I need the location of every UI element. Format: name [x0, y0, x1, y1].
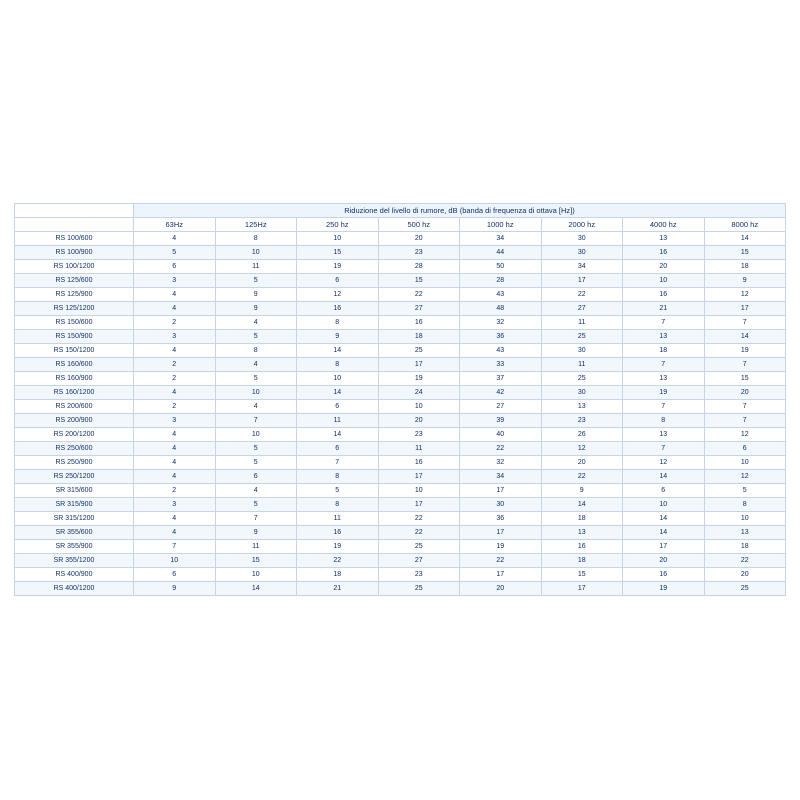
table-cell: 11 [541, 358, 623, 372]
table-column-header-row [15, 218, 786, 232]
row-label: RS 125/1200 [15, 302, 134, 316]
table-cell: 18 [704, 260, 786, 274]
table-row [15, 260, 786, 274]
row-label: RS 100/900 [15, 246, 134, 260]
table-cell: 10 [215, 386, 297, 400]
table-cell: 27 [378, 554, 460, 568]
table-cell: 9 [297, 330, 379, 344]
table-cell: 2 [134, 316, 216, 330]
table-cell: 42 [460, 386, 542, 400]
table-row [15, 554, 786, 568]
table-cell: 32 [460, 456, 542, 470]
table-cell: 6 [215, 470, 297, 484]
table-cell: 10 [704, 456, 786, 470]
table-cell: 30 [460, 498, 542, 512]
table-cell: 23 [378, 568, 460, 582]
table-cell: 4 [215, 484, 297, 498]
row-label: SR 355/600 [15, 526, 134, 540]
table-row [15, 568, 786, 582]
table-cell: 27 [541, 302, 623, 316]
table-cell: 18 [704, 540, 786, 554]
table-cell: 10 [297, 232, 379, 246]
table-row [15, 512, 786, 526]
row-label: RS 160/900 [15, 372, 134, 386]
table-cell: 4 [134, 232, 216, 246]
table-row [15, 456, 786, 470]
column-header-250hz: 250 hz [297, 218, 379, 232]
table-cell: 20 [378, 232, 460, 246]
table-cell: 7 [297, 456, 379, 470]
table-cell: 8 [215, 232, 297, 246]
table-cell: 7 [704, 316, 786, 330]
table-cell: 7 [704, 414, 786, 428]
table-row [15, 414, 786, 428]
table-cell: 5 [215, 274, 297, 288]
table-cell: 10 [378, 400, 460, 414]
table-cell: 5 [215, 456, 297, 470]
table-cell: 14 [297, 344, 379, 358]
table-cell: 15 [541, 568, 623, 582]
row-label: RS 200/1200 [15, 428, 134, 442]
table-cell: 6 [297, 400, 379, 414]
row-label: RS 100/600 [15, 232, 134, 246]
table-cell: 2 [134, 358, 216, 372]
table-cell: 4 [134, 386, 216, 400]
table-cell: 5 [704, 484, 786, 498]
table-cell: 10 [623, 498, 705, 512]
table-cell: 19 [623, 582, 705, 596]
table-cell: 10 [134, 554, 216, 568]
table-cell: 7 [623, 358, 705, 372]
table-cell: 8 [623, 414, 705, 428]
table-cell: 13 [541, 400, 623, 414]
table-cell: 11 [215, 540, 297, 554]
table-cell: 9 [215, 288, 297, 302]
table-cell: 19 [704, 344, 786, 358]
row-label: RS 125/900 [15, 288, 134, 302]
table-cell: 15 [297, 246, 379, 260]
table-cell: 30 [541, 232, 623, 246]
table-cell: 9 [134, 582, 216, 596]
table-cell: 22 [541, 470, 623, 484]
table-cell: 16 [378, 456, 460, 470]
table-cell: 14 [297, 428, 379, 442]
table-cell: 21 [297, 582, 379, 596]
table-cell: 19 [378, 372, 460, 386]
table-cell: 22 [460, 554, 542, 568]
table-cell: 30 [541, 246, 623, 260]
table-cell: 13 [623, 330, 705, 344]
table-cell: 19 [460, 540, 542, 554]
table-cell: 20 [623, 554, 705, 568]
table-row [15, 302, 786, 316]
table-cell: 7 [623, 400, 705, 414]
table-cell: 15 [378, 274, 460, 288]
table-cell: 5 [297, 484, 379, 498]
table-cell: 23 [378, 428, 460, 442]
table-cell: 22 [704, 554, 786, 568]
column-header-2000hz: 2000 hz [541, 218, 623, 232]
table-title: Riduzione del livello di rumore, dB (banda di frequenza di ottava [Hz]) [134, 204, 786, 218]
table-cell: 11 [297, 414, 379, 428]
table-cell: 30 [541, 344, 623, 358]
table-cell: 7 [215, 414, 297, 428]
table-cell: 16 [623, 246, 705, 260]
table-row [15, 484, 786, 498]
table-cell: 8 [215, 344, 297, 358]
table-cell: 17 [623, 540, 705, 554]
table-title-row [15, 204, 786, 218]
table-cell: 39 [460, 414, 542, 428]
table-cell: 18 [297, 568, 379, 582]
column-header-8000hz: 8000 hz [704, 218, 786, 232]
table-cell: 7 [215, 512, 297, 526]
table-cell: 4 [134, 428, 216, 442]
table-cell: 7 [134, 540, 216, 554]
table-cell: 17 [460, 526, 542, 540]
table-cell: 19 [297, 260, 379, 274]
table-cell: 5 [215, 442, 297, 456]
table-cell: 3 [134, 498, 216, 512]
row-label: RS 400/1200 [15, 582, 134, 596]
row-label: SR 355/1200 [15, 554, 134, 568]
row-label: SR 315/1200 [15, 512, 134, 526]
table-cell: 4 [134, 344, 216, 358]
table-row [15, 372, 786, 386]
table-cell: 8 [297, 316, 379, 330]
table-cell: 6 [134, 260, 216, 274]
table-cell: 6 [704, 442, 786, 456]
table-cell: 25 [704, 582, 786, 596]
table-cell: 7 [704, 400, 786, 414]
table-cell: 14 [623, 512, 705, 526]
table-cell: 4 [134, 512, 216, 526]
table-cell: 16 [297, 526, 379, 540]
table-cell: 25 [541, 330, 623, 344]
table-cell: 44 [460, 246, 542, 260]
table-body [15, 232, 786, 596]
table-cell: 12 [541, 442, 623, 456]
table-row [15, 428, 786, 442]
column-header-4000hz: 4000 hz [623, 218, 705, 232]
table-cell: 7 [704, 358, 786, 372]
row-label: RS 160/600 [15, 358, 134, 372]
table-cell: 16 [623, 568, 705, 582]
table-cell: 10 [704, 512, 786, 526]
table-cell: 14 [704, 330, 786, 344]
row-label: RS 150/1200 [15, 344, 134, 358]
table-cell: 22 [378, 512, 460, 526]
row-label: RS 160/1200 [15, 386, 134, 400]
table-row [15, 526, 786, 540]
table-cell: 17 [460, 568, 542, 582]
table-cell: 28 [460, 274, 542, 288]
table-cell: 12 [623, 456, 705, 470]
table-cell: 20 [541, 456, 623, 470]
row-label: RS 150/600 [15, 316, 134, 330]
table-cell: 4 [134, 526, 216, 540]
row-label: SR 355/900 [15, 540, 134, 554]
table-cell: 34 [460, 232, 542, 246]
table-cell: 15 [215, 554, 297, 568]
table-cell: 11 [378, 442, 460, 456]
table-cell: 8 [704, 498, 786, 512]
table-cell: 3 [134, 274, 216, 288]
table-cell: 18 [623, 344, 705, 358]
table-corner-cell-2 [15, 218, 134, 232]
table-row [15, 288, 786, 302]
table-cell: 12 [297, 288, 379, 302]
table-cell: 10 [215, 568, 297, 582]
table-cell: 17 [541, 274, 623, 288]
row-label: RS 250/1200 [15, 470, 134, 484]
table-cell: 18 [541, 554, 623, 568]
row-label: RS 250/900 [15, 456, 134, 470]
table-cell: 22 [541, 288, 623, 302]
table-row [15, 274, 786, 288]
table-cell: 10 [623, 274, 705, 288]
table-cell: 22 [378, 288, 460, 302]
table-cell: 17 [704, 302, 786, 316]
table-cell: 5 [134, 246, 216, 260]
table-cell: 26 [541, 428, 623, 442]
table-cell: 36 [460, 330, 542, 344]
table-cell: 14 [541, 498, 623, 512]
table-cell: 7 [623, 442, 705, 456]
table-cell: 4 [215, 316, 297, 330]
table-cell: 15 [704, 246, 786, 260]
row-label: RS 400/900 [15, 568, 134, 582]
noise-reduction-table-container [14, 203, 786, 596]
row-label: RS 200/600 [15, 400, 134, 414]
table-row [15, 344, 786, 358]
table-cell: 28 [378, 260, 460, 274]
table-cell: 50 [460, 260, 542, 274]
table-cell: 25 [378, 540, 460, 554]
table-row [15, 316, 786, 330]
table-cell: 4 [215, 400, 297, 414]
table-row [15, 232, 786, 246]
table-cell: 22 [378, 526, 460, 540]
table-cell: 20 [623, 260, 705, 274]
table-cell: 2 [134, 372, 216, 386]
table-cell: 8 [297, 470, 379, 484]
table-cell: 20 [460, 582, 542, 596]
table-row [15, 246, 786, 260]
table-cell: 22 [297, 554, 379, 568]
table-cell: 16 [541, 540, 623, 554]
table-cell: 16 [297, 302, 379, 316]
table-cell: 13 [623, 372, 705, 386]
table-cell: 17 [460, 484, 542, 498]
table-cell: 2 [134, 484, 216, 498]
table-cell: 16 [378, 316, 460, 330]
table-cell: 13 [704, 526, 786, 540]
table-cell: 18 [541, 512, 623, 526]
table-cell: 6 [297, 274, 379, 288]
row-label: SR 315/900 [15, 498, 134, 512]
table-cell: 5 [215, 330, 297, 344]
table-cell: 25 [378, 582, 460, 596]
table-cell: 4 [215, 358, 297, 372]
table-cell: 17 [541, 582, 623, 596]
table-cell: 34 [460, 470, 542, 484]
table-cell: 17 [378, 358, 460, 372]
table-cell: 17 [378, 498, 460, 512]
table-cell: 43 [460, 288, 542, 302]
table-cell: 19 [297, 540, 379, 554]
table-cell: 9 [704, 274, 786, 288]
table-cell: 27 [460, 400, 542, 414]
row-label: RS 250/600 [15, 442, 134, 456]
table-cell: 5 [215, 498, 297, 512]
row-label: RS 200/900 [15, 414, 134, 428]
table-cell: 15 [704, 372, 786, 386]
table-cell: 30 [541, 386, 623, 400]
table-cell: 13 [623, 428, 705, 442]
table-cell: 18 [378, 330, 460, 344]
table-cell: 14 [704, 232, 786, 246]
noise-reduction-table [14, 203, 786, 596]
table-row [15, 498, 786, 512]
table-cell: 11 [297, 512, 379, 526]
column-header-1000hz: 1000 hz [460, 218, 542, 232]
table-cell: 6 [623, 484, 705, 498]
table-cell: 37 [460, 372, 542, 386]
table-cell: 40 [460, 428, 542, 442]
table-cell: 14 [623, 526, 705, 540]
table-cell: 9 [215, 302, 297, 316]
table-cell: 48 [460, 302, 542, 316]
table-cell: 14 [623, 470, 705, 484]
table-cell: 4 [134, 456, 216, 470]
table-cell: 25 [378, 344, 460, 358]
table-cell: 12 [704, 470, 786, 484]
table-cell: 25 [541, 372, 623, 386]
table-cell: 11 [541, 316, 623, 330]
table-cell: 6 [134, 568, 216, 582]
table-cell: 11 [215, 260, 297, 274]
table-row [15, 358, 786, 372]
table-cell: 2 [134, 400, 216, 414]
table-row [15, 400, 786, 414]
table-cell: 10 [297, 372, 379, 386]
table-cell: 43 [460, 344, 542, 358]
table-cell: 20 [704, 386, 786, 400]
table-cell: 36 [460, 512, 542, 526]
column-header-125hz: 125Hz [215, 218, 297, 232]
table-cell: 10 [378, 484, 460, 498]
table-cell: 32 [460, 316, 542, 330]
table-cell: 20 [704, 568, 786, 582]
table-cell: 9 [215, 526, 297, 540]
table-corner-cell [15, 204, 134, 218]
table-cell: 5 [215, 372, 297, 386]
table-row [15, 442, 786, 456]
row-label: RS 125/600 [15, 274, 134, 288]
table-cell: 4 [134, 442, 216, 456]
column-header-63hz: 63Hz [134, 218, 216, 232]
table-cell: 17 [378, 470, 460, 484]
table-cell: 27 [378, 302, 460, 316]
table-cell: 24 [378, 386, 460, 400]
table-cell: 21 [623, 302, 705, 316]
table-cell: 8 [297, 498, 379, 512]
table-row [15, 582, 786, 596]
table-cell: 10 [215, 246, 297, 260]
column-header-500hz: 500 hz [378, 218, 460, 232]
table-cell: 8 [297, 358, 379, 372]
table-cell: 33 [460, 358, 542, 372]
row-label: SR 315/600 [15, 484, 134, 498]
table-cell: 12 [704, 288, 786, 302]
table-cell: 4 [134, 288, 216, 302]
table-cell: 19 [623, 386, 705, 400]
table-cell: 10 [215, 428, 297, 442]
table-row [15, 470, 786, 484]
table-row [15, 330, 786, 344]
table-cell: 22 [460, 442, 542, 456]
table-cell: 14 [297, 386, 379, 400]
row-label: RS 150/900 [15, 330, 134, 344]
table-row [15, 386, 786, 400]
table-cell: 23 [541, 414, 623, 428]
table-cell: 3 [134, 414, 216, 428]
table-cell: 6 [297, 442, 379, 456]
table-cell: 3 [134, 330, 216, 344]
table-cell: 13 [623, 232, 705, 246]
table-row [15, 540, 786, 554]
table-cell: 34 [541, 260, 623, 274]
table-cell: 13 [541, 526, 623, 540]
table-cell: 16 [623, 288, 705, 302]
table-cell: 4 [134, 470, 216, 484]
table-cell: 7 [623, 316, 705, 330]
table-cell: 14 [215, 582, 297, 596]
table-cell: 4 [134, 302, 216, 316]
table-cell: 23 [378, 246, 460, 260]
table-header [15, 204, 786, 232]
row-label: RS 100/1200 [15, 260, 134, 274]
table-cell: 20 [378, 414, 460, 428]
table-cell: 9 [541, 484, 623, 498]
table-cell: 12 [704, 428, 786, 442]
